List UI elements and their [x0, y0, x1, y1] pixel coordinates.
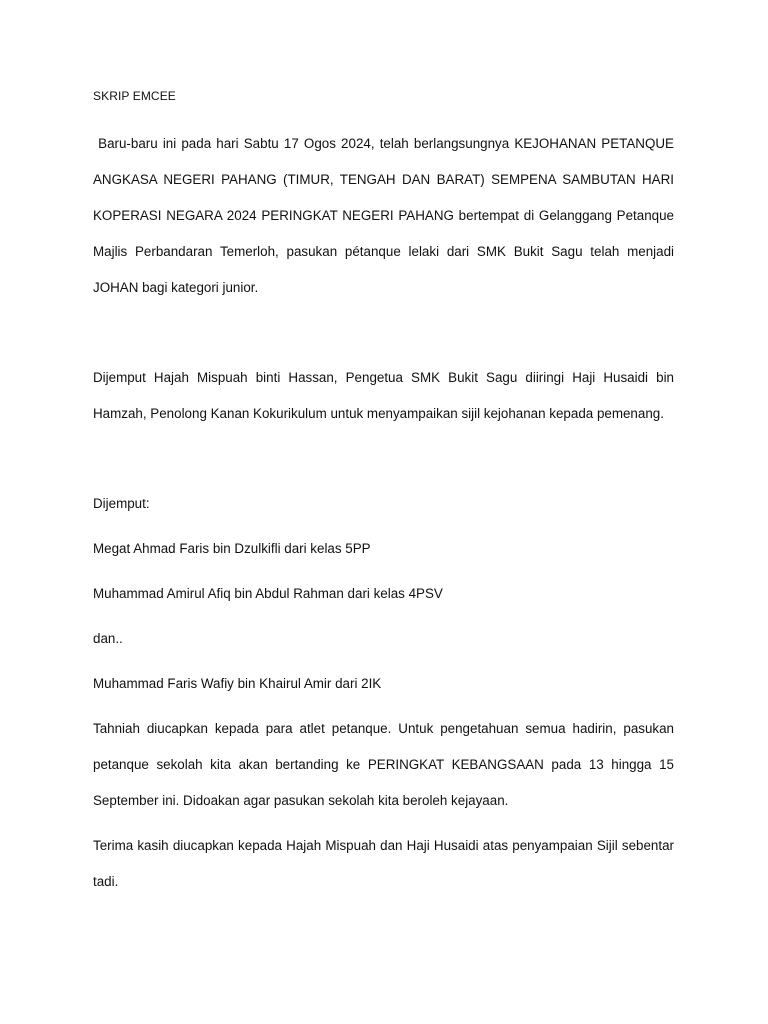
- spacer: [93, 612, 674, 621]
- document-title: SKRIP EMCEE: [93, 89, 176, 103]
- spacer: [93, 306, 674, 360]
- spacer: [93, 657, 674, 666]
- paragraph-congratulations: Tahniah diucapkan kepada para atlet petanque. Untuk pengetahuan semua hadirin, pasukan petanque sekolah kita akan bertanding ke PERINGKAT KEBANGSAAN pada 13 hingga 15 September ini. Didoakan agar pasukan sekolah kita beroleh kejayaan.: [93, 721, 674, 808]
- recipient-3: Muhammad Faris Wafiy bin Khairul Amir dari 2IK: [93, 676, 382, 691]
- spacer: [93, 702, 674, 711]
- conjunction-text: dan..: [93, 631, 123, 646]
- recipient-1: Megat Ahmad Faris bin Dzulkifli dari kelas 5PP: [93, 541, 371, 556]
- spacer: [93, 567, 674, 576]
- spacer: [93, 819, 674, 828]
- spacer: [93, 522, 674, 531]
- recipient-2: Muhammad Amirul Afiq bin Abdul Rahman dari kelas 4PSV: [93, 586, 443, 601]
- paragraph-announcement: Baru-baru ini pada hari Sabtu 17 Ogos 2024, telah berlangsungnya KEJOHANAN PETANQUE ANGKASA NEGERI PAHANG (TIMUR, TENGAH DAN BARAT) SEMPENA SAMBUTAN HARI KOPERASI NEGARA 2024 PERINGKAT NEGERI PAHANG bertempat di Gelanggang Petanque Majlis Perbandaran Temerloh, pasukan pétanque lelaki dari SMK Bukit Sagu telah menjadi JOHAN bagi kategori junior.: [93, 136, 678, 295]
- spacer: [93, 432, 674, 486]
- invite-heading: Dijemput:: [93, 496, 150, 511]
- paragraph-invitation: Dijemput Hajah Mispuah binti Hassan, Pengetua SMK Bukit Sagu diiringi Haji Husaidi bin Hamzah, Penolong Kanan Kokurikulum untuk menyampaikan sijil kejohanan kepada pemenang.: [93, 370, 674, 421]
- document-page: [93, 84, 678, 900]
- paragraph-thanks: Terima kasih diucapkan kepada Hajah Mispuah dan Haji Husaidi atas penyampaian Sijil sebentar tadi.: [93, 838, 674, 889]
